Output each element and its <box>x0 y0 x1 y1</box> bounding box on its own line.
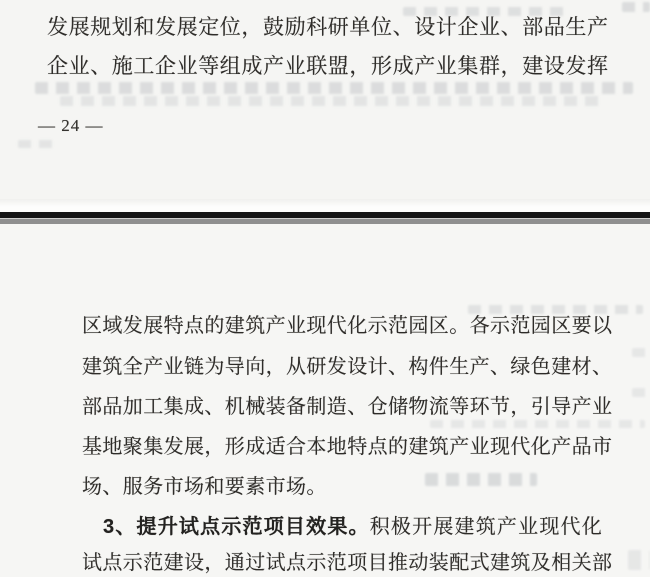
bleed-through-artifact <box>35 82 633 94</box>
bleed-through-artifact <box>632 388 650 397</box>
text-line: 部品加工集成、机械装备制造、仓储物流等环节，引导产业 <box>82 396 613 418</box>
bleed-through-artifact <box>425 473 537 486</box>
bleed-through-artifact <box>632 348 650 357</box>
bleed-through-artifact <box>468 305 643 314</box>
page-bottom-edge <box>0 199 650 212</box>
text-line: 基地聚集发展，形成适合本地特点的建筑产业现代化产品市 <box>82 436 613 458</box>
text-line: 场、服务市场和要素市场。 <box>82 476 327 498</box>
text-line: 建筑全产业链为导向，从研发设计、构件生产、绿色建材、 <box>82 356 613 378</box>
page-number: — 24 — <box>38 116 104 135</box>
text-line: 区域发展特点的建筑产业现代化示范园区。各示范园区要以 <box>82 315 613 337</box>
paragraph-heading: 3、提升试点示范项目效果。 <box>103 516 370 538</box>
text-line: 企业、施工企业等组成产业联盟，形成产业集群，建设发挥 <box>47 54 609 78</box>
bleed-through-artifact <box>622 2 650 12</box>
paragraph-text: 积极开展建筑产业现代化 <box>369 516 603 538</box>
text-line <box>103 516 603 538</box>
text-line: 发展规划和发展定位，鼓励科研单位、设计企业、部品生产 <box>47 15 609 39</box>
bleed-through-artifact <box>628 550 650 570</box>
bleed-through-artifact <box>60 96 605 106</box>
page-top <box>0 0 650 199</box>
bleed-through-artifact <box>18 140 60 148</box>
page-bottom <box>0 224 650 577</box>
bleed-through-artifact <box>430 420 645 428</box>
text-line: 试点示范建设，通过试点示范项目推动装配式建筑及相关部 <box>82 552 613 574</box>
